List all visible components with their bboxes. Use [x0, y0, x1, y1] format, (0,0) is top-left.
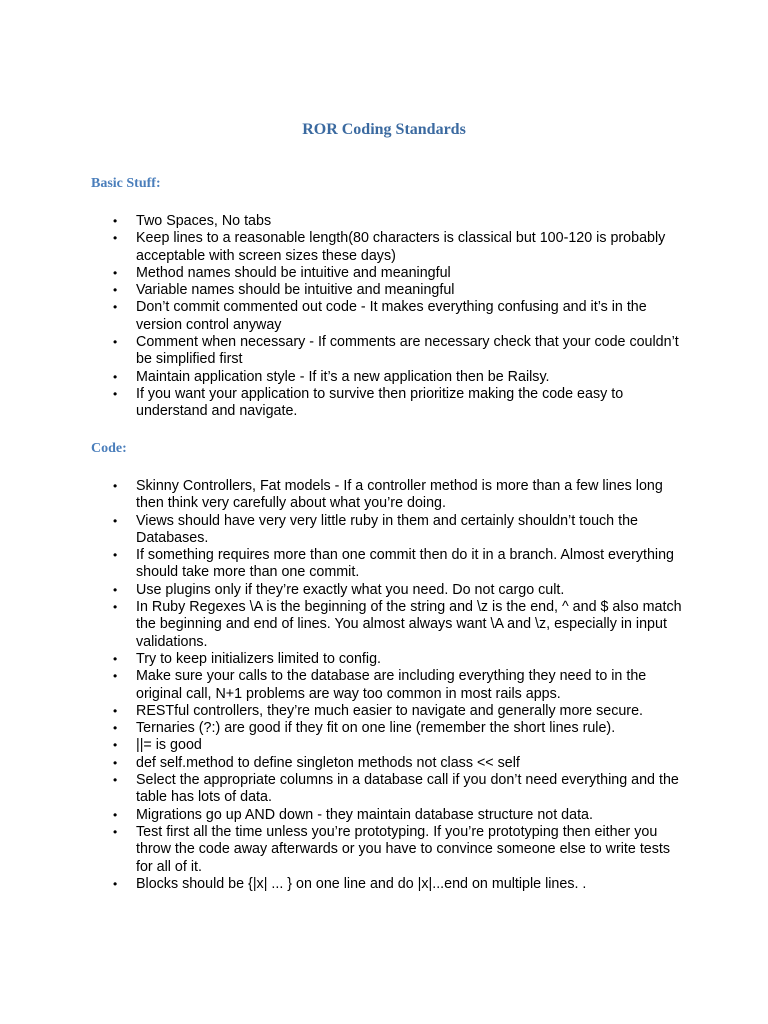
list-item-text: Don’t commit commented out code - It makes everything confusing and it’s in the version control anyway: [136, 299, 647, 333]
list-item: [110, 599, 690, 651]
list-item: [110, 737, 690, 754]
list-item: [110, 265, 690, 282]
list-item-text: Select the appropriate columns in a database call if you don’t need everything and the table has lots of data.: [136, 772, 679, 806]
list-item: [110, 651, 690, 668]
list-item: [110, 334, 690, 369]
bullet-icon: •: [113, 755, 118, 770]
list-item: [110, 720, 690, 737]
list-item-text: If something requires more than one commit then do it in a branch. Almost everything should take more than one commit.: [136, 547, 674, 581]
bullet-icon: •: [113, 721, 118, 736]
bullet-icon: •: [113, 651, 118, 666]
bullet-icon: •: [113, 548, 118, 563]
list-item-text: Blocks should be {|x| ... } on one line and do |x|...end on multiple lines. .: [136, 875, 587, 892]
list-item-text: def self.method to define singleton methods not class << self: [136, 754, 520, 771]
list-item-text: Maintain application style - If it’s a new application then be Railsy.: [136, 368, 550, 385]
list-item-text: Keep lines to a reasonable length(80 characters is classical but 100-120 is probably acceptable with screen sizes these days): [136, 230, 666, 264]
list-item-text: RESTful controllers, they’re much easier to navigate and generally more secure.: [136, 702, 643, 719]
list-item: [110, 386, 690, 421]
bullet-icon: •: [113, 807, 118, 822]
list-item-text: Ternaries (?:) are good if they fit on one line (remember the short lines rule).: [136, 720, 616, 737]
list-item: [110, 230, 690, 265]
page-title: ROR Coding Standards: [302, 121, 466, 138]
list-item: [110, 282, 690, 299]
bullet-icon: •: [113, 386, 118, 401]
list-item: [110, 876, 690, 893]
bullet-icon: •: [113, 300, 118, 315]
bullet-icon: •: [113, 582, 118, 597]
bullet-icon: •: [113, 738, 118, 753]
bullet-icon: •: [113, 335, 118, 350]
bullet-icon: •: [113, 669, 118, 684]
section-heading-basic-stuff: Basic Stuff:: [91, 176, 161, 191]
list-item: [110, 772, 690, 807]
bullet-icon: •: [113, 479, 118, 493]
list-item: [110, 703, 690, 720]
list-item: [110, 299, 690, 334]
list-item-text: Use plugins only if they’re exactly what you need. Do not cargo cult.: [136, 581, 565, 598]
bullet-icon: •: [113, 600, 118, 615]
list-item: [110, 807, 690, 824]
list-item-text: ||= is good: [136, 737, 202, 754]
list-item-text: Variable names should be intuitive and meaningful: [136, 282, 455, 299]
list-item-text: Method names should be intuitive and meaningful: [136, 264, 451, 281]
list-item-text: Skinny Controllers, Fat models - If a controller method is more than a few lines long then think very carefully about what you’re doing.: [136, 478, 663, 512]
bullet-icon: •: [113, 369, 118, 384]
bullet-icon: •: [113, 703, 118, 718]
bullet-icon: •: [113, 876, 118, 891]
bullet-icon: •: [113, 773, 118, 788]
bullet-icon: •: [113, 283, 118, 298]
bullet-list-basic-stuff: [110, 213, 690, 421]
list-item-text: If you want your application to survive then prioritize making the code easy to understand and navigate.: [136, 385, 624, 420]
list-item: [110, 478, 690, 513]
list-item-text: Views should have very very little ruby in them and certainly shouldn’t touch the Databases.: [136, 512, 638, 546]
list-item: [110, 755, 690, 772]
list-item-text: Try to keep initializers limited to config.: [136, 650, 381, 667]
list-item-text: Two Spaces, No tabs: [136, 213, 272, 229]
list-item: [110, 824, 690, 876]
bullet-icon: •: [113, 231, 118, 246]
list-item-text: Comment when necessary - If comments are necessary check that your code couldn’t be simplified first: [136, 334, 679, 368]
bullet-icon: •: [113, 513, 118, 528]
list-item-text: In Ruby Regexes \A is the beginning of the string and \z is the end, ^ and $ also match the beginning and end of lines. You almost always want \A and \z, especially in input validations.: [136, 599, 682, 650]
list-item-text: Test first all the time unless you’re prototyping. If you’re prototyping then either you throw the code away afterwards or you have to convince someone else to write tests for all of it.: [136, 823, 671, 875]
list-item-text: Migrations go up AND down - they maintain database structure not data.: [136, 806, 593, 823]
bullet-icon: •: [113, 824, 118, 839]
bullet-list-code: [110, 478, 690, 893]
list-item: [110, 668, 690, 703]
list-item: [110, 513, 690, 548]
list-item: [110, 369, 690, 386]
section-heading-code: Code:: [91, 441, 127, 456]
list-item: [110, 213, 690, 230]
bullet-icon: •: [113, 265, 118, 280]
bullet-icon: •: [113, 214, 118, 228]
list-item: [110, 547, 690, 582]
list-item-text: Make sure your calls to the database are including everything they need to in the original call, N+1 problems are way too common in most rails apps.: [136, 668, 647, 702]
list-item: [110, 582, 690, 599]
